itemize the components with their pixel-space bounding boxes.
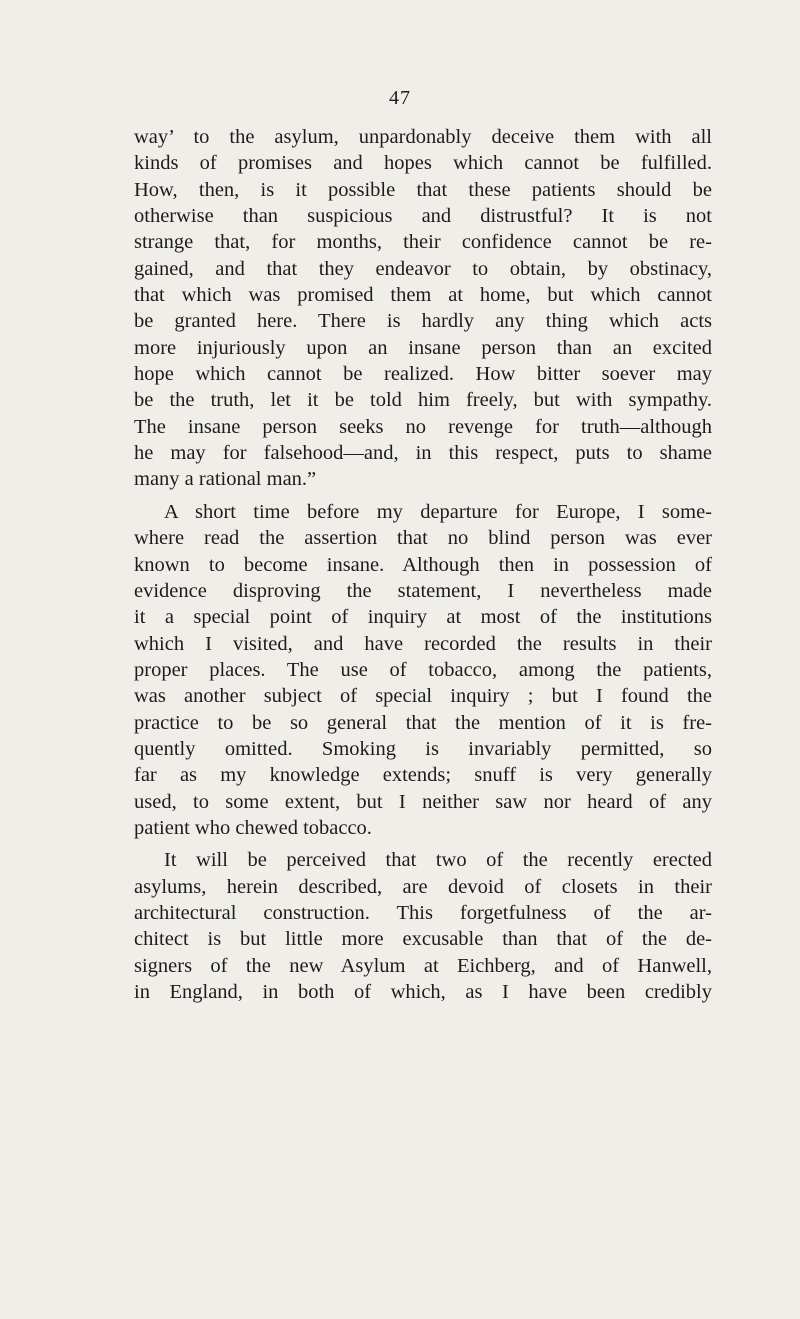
text-line: A short time before my departure for Europe, I some- bbox=[164, 500, 712, 523]
text-line: asylums, herein described, are devoid of closets in their bbox=[134, 875, 712, 898]
text-line: far as my knowledge extends; snuff is very generally bbox=[134, 764, 712, 787]
text-line: The insane person seeks no revenge for truth—although bbox=[134, 415, 712, 438]
text-line: way’ to the asylum, unpardonably deceive them with all bbox=[134, 126, 712, 148]
text-line: be the truth, let it be told him freely, but with sympathy. bbox=[134, 389, 712, 412]
text-line: otherwise than suspicious and distrustful? It is not bbox=[134, 205, 712, 228]
text-line: he may for falsehood—and, in this respect, puts to shame bbox=[134, 442, 712, 465]
text-line: used, to some extent, but I neither saw nor heard of any bbox=[134, 790, 712, 813]
paragraph bbox=[134, 124, 712, 493]
text-line: where read the assertion that no blind person was ever bbox=[134, 527, 712, 550]
text-line: patient who chewed tobacco. bbox=[134, 816, 372, 839]
text-line: quently omitted. Smoking is invariably permitted, so bbox=[134, 737, 712, 760]
text-line: that which was promised them at home, but which cannot bbox=[134, 284, 712, 307]
text-line: gained, and that they endeavor to obtain, by obstinacy, bbox=[134, 257, 712, 280]
text-line: strange that, for months, their confidence cannot be re- bbox=[134, 231, 712, 254]
text-line: in England, in both of which, as I have been credibly bbox=[134, 981, 712, 1003]
paragraph bbox=[134, 499, 712, 841]
page-number: 47 bbox=[389, 87, 411, 109]
text-line: practice to be so general that the mention of it is fre- bbox=[134, 711, 712, 734]
text-line: which I visited, and have recorded the results in their bbox=[134, 632, 712, 655]
text-line: It will be perceived that two of the recently erected bbox=[164, 849, 712, 872]
text-line: many a rational man.” bbox=[134, 468, 317, 491]
text-line: chitect is but little more excusable than that of the de- bbox=[134, 928, 712, 951]
text-line: it a special point of inquiry at most of the institutions bbox=[134, 606, 712, 629]
paragraph bbox=[134, 847, 712, 1005]
text-line: kinds of promises and hopes which cannot be fulfilled. bbox=[134, 152, 712, 175]
text-line: signers of the new Asylum at Eichberg, and of Hanwell, bbox=[134, 954, 712, 977]
text-line: be granted here. There is hardly any thing which acts bbox=[134, 310, 712, 333]
text-line: more injuriously upon an insane person than an excited bbox=[134, 336, 712, 359]
text-line: architectural construction. This forgetfulness of the ar- bbox=[134, 901, 712, 924]
text-line: hope which cannot be realized. How bitter soever may bbox=[134, 363, 712, 386]
text-line: was another subject of special inquiry ; but I found the bbox=[134, 685, 712, 708]
text-line: evidence disproving the statement, I nevertheless made bbox=[134, 579, 712, 602]
text-line: proper places. The use of tobacco, among the patients, bbox=[134, 658, 712, 681]
text-line: How, then, is it possible that these patients should be bbox=[134, 178, 712, 201]
body-text bbox=[134, 124, 712, 1005]
text-line: known to become insane. Although then in possession of bbox=[134, 553, 712, 576]
